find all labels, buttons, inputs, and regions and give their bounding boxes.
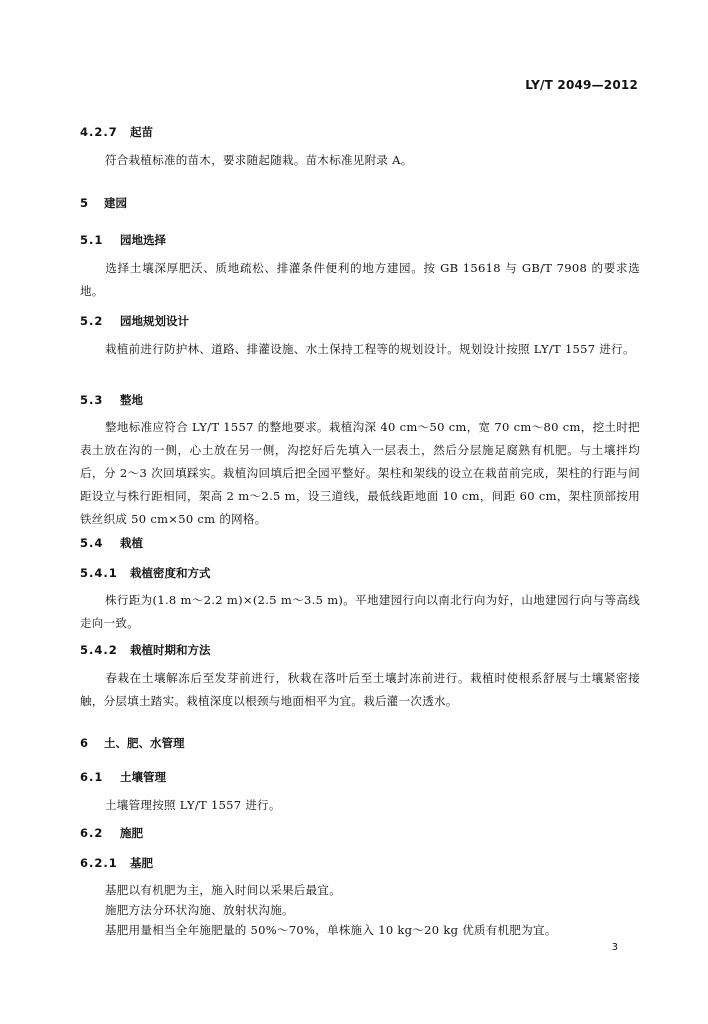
heading-title: 园地选择 <box>120 233 166 247</box>
heading-title: 起苗 <box>130 125 153 139</box>
heading-5-2: 5.2 园地规划设计 <box>80 314 189 328</box>
heading-title: 园地规划设计 <box>120 314 189 328</box>
paragraph-6-1: 土壤管理按照 LY/T 1557 进行。 <box>105 798 281 812</box>
heading-4-2-7: 4.2.7 起苗 <box>80 125 153 139</box>
heading-5-1: 5.1 园地选择 <box>80 233 166 247</box>
heading-6-2-1: 6.2.1 基肥 <box>80 856 153 870</box>
heading-title: 土、肥、水管理 <box>104 736 185 750</box>
heading-title: 施肥 <box>120 826 143 840</box>
list-item: 基肥以有机肥为主，施入时间以采果后最宜。 <box>105 883 341 897</box>
heading-5-3: 5.3 整地 <box>80 393 143 407</box>
heading-5-4-1: 5.4.1 栽植密度和方式 <box>80 566 211 580</box>
heading-title: 土壤管理 <box>120 770 166 784</box>
heading-title: 栽植 <box>120 536 143 550</box>
paragraph-5-1: 选择土壤深厚肥沃、质地疏松、排灌条件便利的地方建园。按 GB 15618 与 GB/T 7908 的要求选地。 <box>80 261 640 298</box>
heading-5: 5 建园 <box>80 196 127 210</box>
page-number: 3 <box>611 942 618 953</box>
heading-6: 6 土、肥、水管理 <box>80 736 185 750</box>
heading-5-4-2: 5.4.2 栽植时期和方法 <box>80 643 211 657</box>
heading-5-4: 5.4 栽植 <box>80 536 143 550</box>
heading-title: 栽植时期和方法 <box>130 643 211 657</box>
heading-title: 建园 <box>104 196 127 210</box>
heading-title: 基肥 <box>130 856 153 870</box>
paragraph-5-3: 整地标准应符合 LY/T 1557 的整地要求。栽植沟深 40 cm～50 cm，宽 70 cm～80 cm，挖土时把表土放在沟的一侧，心土放在另一侧，沟挖好后先填入一层表土，然后分层施足腐熟有机肥。与土壤拌均后，分 2～3 次回填踩实。栽植沟回填后把全园平整好。架柱和架线的设立在栽苗前完成，架柱的行距与间距设立与株行距相同，架高 2 m～2.5 m，设三道线，最低线距地面 10 cm，间距 60 cm，架柱顶部按用铁丝织成 50 cm×50 cm 的网格。 <box>80 420 640 526</box>
list-6-2-1 <box>80 880 640 940</box>
standard-code: LY/T 2049—2012 <box>525 78 638 92</box>
heading-title: 整地 <box>120 393 143 407</box>
paragraph-5-4-2: 春栽在土壤解冻后至发芽前进行，秋栽在落叶后至土壤封冻前进行。栽植时使根系舒展与土壤紧密接触，分层填土踏实。栽植深度以根颈与地面相平为宜。栽后灌一次透水。 <box>80 671 640 708</box>
heading-title: 栽植密度和方式 <box>130 566 211 580</box>
paragraph-5-2: 栽植前进行防护林、道路、排灌设施、水土保持工程等的规划设计。规划设计按照 LY/T 1557 进行。 <box>105 342 635 356</box>
paragraph-5-4-1: 株行距为(1.8 m～2.2 m)×(2.5 m～3.5 m)。平地建园行向以南北行向为好，山地建园行向与等高线走向一致。 <box>80 593 640 630</box>
paragraph-4-2-7: 符合栽植标准的苗木，要求随起随栽。苗木标准见附录 A。 <box>105 153 413 167</box>
heading-6-2: 6.2 施肥 <box>80 826 143 840</box>
list-item: 施肥方法分环状沟施、放射状沟施。 <box>105 903 294 917</box>
list-item: 基肥用量相当全年施肥量的 50%～70%，单株施入 10 kg～20 kg 优质有机肥为宜。 <box>105 923 557 937</box>
heading-6-1: 6.1 土壤管理 <box>80 770 166 784</box>
